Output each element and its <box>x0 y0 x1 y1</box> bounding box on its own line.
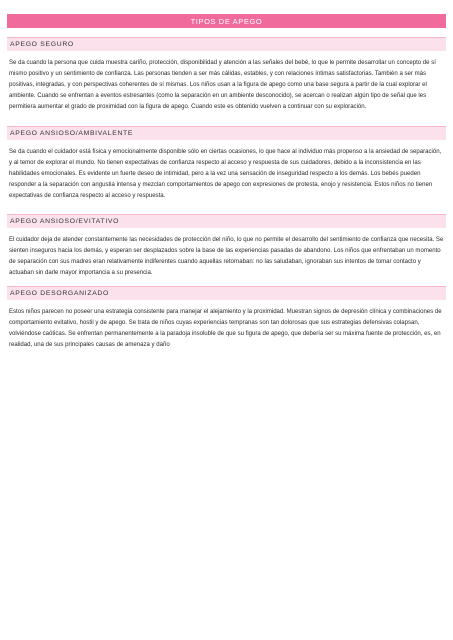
section-apego-desorganizado <box>7 286 446 351</box>
section-body: El cuidador deja de atender constantemente las necesidades de protección del niño, lo que no permite el desarrollo del sentimiento de confianza que necesita. Se sienten inseguros hacia los demás, y esperan ser desplazados sobre la base de las experiencias pasadas de abandono. Los niños que enfrentaban un momento de separación con sus madres eran relativamente indiferentes cuando aquellas retornaban: no las saludaban, ignoraban sus intentos de tomar contacto y actuaban sin darle mayor importancia a su presencia. <box>9 237 444 276</box>
section-body: Se da cuando la persona que cuida muestra cariño, protección, disponibilidad y atención a las señales del bebé, lo que le permite desarrollar un concepto de sí mismo positivo y un sentimiento de confianza. Las personas tienden a ser más cálidas, estables, y con relaciones íntimas satisfactorias. También a ser más positivas, integradas, y con perspectivas coherentes de sí mismas. Los niños usan a la figura de apego como una base segura a partir de la cual explorar el ambiente. Cuando se enfrentan a eventos estresantes (como la separación en un ambiente desconocido), se acercan o realizan algún tipo de señal que les permitiera aumentar el grado de proximidad con la figura de apego. Cuando este es obtenido vuelven a continuar con su exploración. <box>9 60 436 110</box>
section-body: Se da cuando el cuidador está física y emocionalmente disponible sólo en ciertas ocasiones, lo que hace al individuo más propenso a la ansiedad de separación, y al temor de explorar el mundo. No tienen expectativas de confianza respecto al acceso y respuesta de sus cuidadores, debido a la inconsistencia en las habilidades emocionales. Es evidente un fuerte deseo de intimidad, pero a la vez una sensación de inseguridad respecto a los demás. Los bebés pueden responder a la separación con angustia intensa y mezclan comportamientos de apego con expresiones de protesta, enojo y resistencia. Estos niños no tienen expectativas de confianza respecto al acceso y respuesta. <box>9 149 442 199</box>
section-heading: APEGO ANSIOSO/AMBIVALENTE <box>7 126 446 140</box>
section-heading: APEGO DESORGANIZADO <box>7 286 446 300</box>
section-apego-ansioso-ambivalente <box>7 126 446 202</box>
document-title: TIPOS DE APEGO <box>7 14 446 28</box>
section-body: Estos niños parecen no poseer una estrategia consistente para manejar el alejamiento y la proximidad. Muestran signos de depresión clínica y combinaciones de comportamiento evitativo, hostil y de apego. Se trata de niños cuyas experiencias tempranas son tan dolorosas que sus estrategias defensivas colapsan, volviéndose caóticas. Se enfrentan permanentemente a la paradoja insoluble de que su figura de apego, que debería ser su máxima fuente de protección, es, en realidad, una de sus principales causas de amenaza y daño <box>9 309 442 348</box>
section-heading: APEGO ANSIOSO/EVITATIVO <box>7 214 446 228</box>
section-apego-seguro <box>7 37 446 113</box>
section-heading: APEGO SEGURO <box>7 37 446 51</box>
section-apego-ansioso-evitativo <box>7 214 446 279</box>
